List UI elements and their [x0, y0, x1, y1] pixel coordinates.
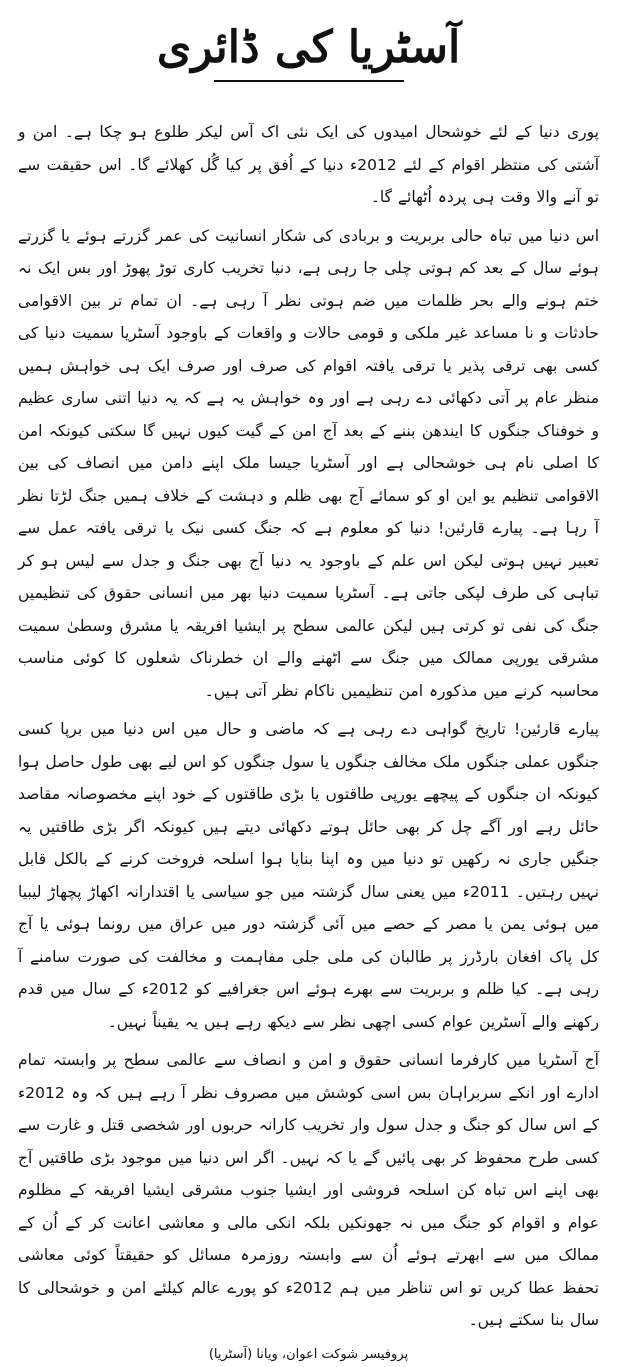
article-body — [18, 116, 599, 1367]
paragraph-world-situation: اس دنیا میں تباہ حالی بربریت و بربادی کی شکار انسانیت کی عمر گزرتے ہوئے یا گزرتے ہوئے سال کے بعد کم ہوتی چلی جا رہی ہے، دنیا تخریب کاری توڑ پھوڑ اور بس ایک نہ ختم ہونے والے بحر ظلمات میں ضم ہوتی نظر آ رہی ہے۔ ان تمام تر بین الاقوامی حادثات و نا مساعد غیر ملکی و قومی حالات و واقعات کے باوجود آسٹریا سمیت دنیا کی کسی بھی ترقی پذیر یا ترقی یافتہ اقوام کی صرف اور صرف ایک ہی خواہش ہمیں منظر عام پر آتی دکھائی دے رہی ہے اور وہ خواہش یہ ہے کہ یہ دنیا اتنی ساری عظیم و خوفناک جنگوں کا ایندھن بننے کے بعد آج امن کے گیت کیوں نہیں گا سکتی کیونکہ امن کا اصلی نام ہی خوشحالی ہے اور آسٹریا جیسا ملک اپنے دامن میں انصاف کی بین الاقوامی تنظیم یو این او کو سمائے آج بھی ظلم و دہشت کے خلاف ہمیں جنگ لڑتا نظر آ رہا ہے۔ پیارے قارئین! دنیا کو معلوم ہے کہ جنگ کسی نیک یا ترقی یافتہ عمل سے تعبیر نہیں ہوتی لیکن اس علم کے باوجود یہ دنیا آج بھی جنگ و جدل سے لیس ہو کر تباہی کی طرف لپکی جاتی ہے۔ آسٹریا سمیت دنیا بھر میں انسانی حقوق کی تنظیمیں جنگ کی نفی تو کرتی ہیں لیکن عالمی سطح پر ایشیا افریقہ یا مشرق وسطیٰ سمیت مشرقی یورپی ممالک میں جنگ سے اٹھنے والے ان خطرناک شعلوں کا کوئی مناسب محاسبہ کرنے میں مذکورہ امن تنظیمیں ناکام نظر آتی ہیں۔ — [18, 226, 599, 700]
author-signature: پروفیسر شوکت اعوان، ویانا (آسٹریا) — [208, 1346, 409, 1362]
paragraph-history: پیارے قارئین! تاریخ گواہی دے رہی ہے کہ ماضی و حال میں اس دنیا میں برپا کسی جنگوں عملی جنگوں ملک مخالف جنگوں یا سول جنگوں کو اس لیے بھی طول حاصل ہوا کیونکہ ان جنگوں کے پیچھے یورپی طاقتوں یا بڑی طاقتوں کے خود اپنے مخصوصانہ مقاصد حائل رہے اور آگے چل کر بھی حائل ہوتے دکھائی دیتے ہیں کیونکہ اگر بڑی طاقتیں یہ جنگیں جاری نہ رکھیں تو دنیا میں وہ اپنا بنایا ہوا اسلحہ فروخت کرنے کے بالکل قابل نہیں رہتیں۔ 2011ء میں یعنی سال گزشتہ میں جو سیاسی یا اقتدارانہ اکھاڑ پچھاڑ لیبیا میں ہوئی یمن یا مصر کے حصے میں آئی گزشتہ دور میں عراق میں رونما ہوئی یا آج کل پاک افغان بارڈرز پر طالبان کی ملی جلی مفاہمت و مخالفت کی صورت سامنے آ رہی ہے۔ کیا ظلم و بربریت سے بھرے ہوئے اس جغرافیے کو 2012ء کے سال میں قدم رکھنے والے آسٹرین عوام کسی اچھی نظر سے دیکھ رہے ہیں یہ یقیناً نہیں۔ — [18, 720, 599, 1031]
paragraph-conclusion: آج آسٹریا میں کارفرما انسانی حقوق و امن و انصاف سے عالمی سطح پر وابستہ تمام ادارے اور انکے سربراہان بس اسی کوشش میں مصروف نظر آ رہے ہیں کہ وہ 2012ء کے اس سال کو جنگ و جدل سول وار تخریب کارانہ حربوں اور شخصی قتل و غارت سے کسی طرح محفوظ کر بھی پائیں گے یا کہ نہیں۔ اگر اس دنیا میں موجود بڑی طاقتیں آج بھی اپنے اس تباہ کن اسلحہ فروشی اور ایشیا جنوب مشرقی ایشیا افریقہ کے مظلوم عوام و اقوام کو جنگ میں نہ جھونکیں بلکہ انکی مالی و معاشی اعانت کر کے اُن کے ممالک میں سے ابھرتے ہوئے اُن سے وابستہ روزمرہ مسائل کو حقیقتاً کوئی معاشی تحفظ عطا کریں تو اس تناظر میں ہم 2012ء کو پورے عالم کیلئے امن و خوشحالی کا سال بنا سکتے ہیں۔ — [18, 1051, 599, 1329]
header — [18, 0, 599, 98]
page-title: آسٹریا کی ڈائری — [156, 22, 461, 73]
title-underline — [214, 80, 404, 82]
paragraph-intro: پوری دنیا کے لئے خوشحال امیدوں کی ایک نئی اک آس لیکر طلوع ہو چکا ہے۔ امن و آشتی کی منتظر اقوام کے لئے 2012ء دنیا کے اُفق پر کیا گُل کھلائے گا۔ اس حقیقت سے تو آنے والا وقت ہی پردہ اُٹھائے گا۔ — [18, 123, 599, 206]
